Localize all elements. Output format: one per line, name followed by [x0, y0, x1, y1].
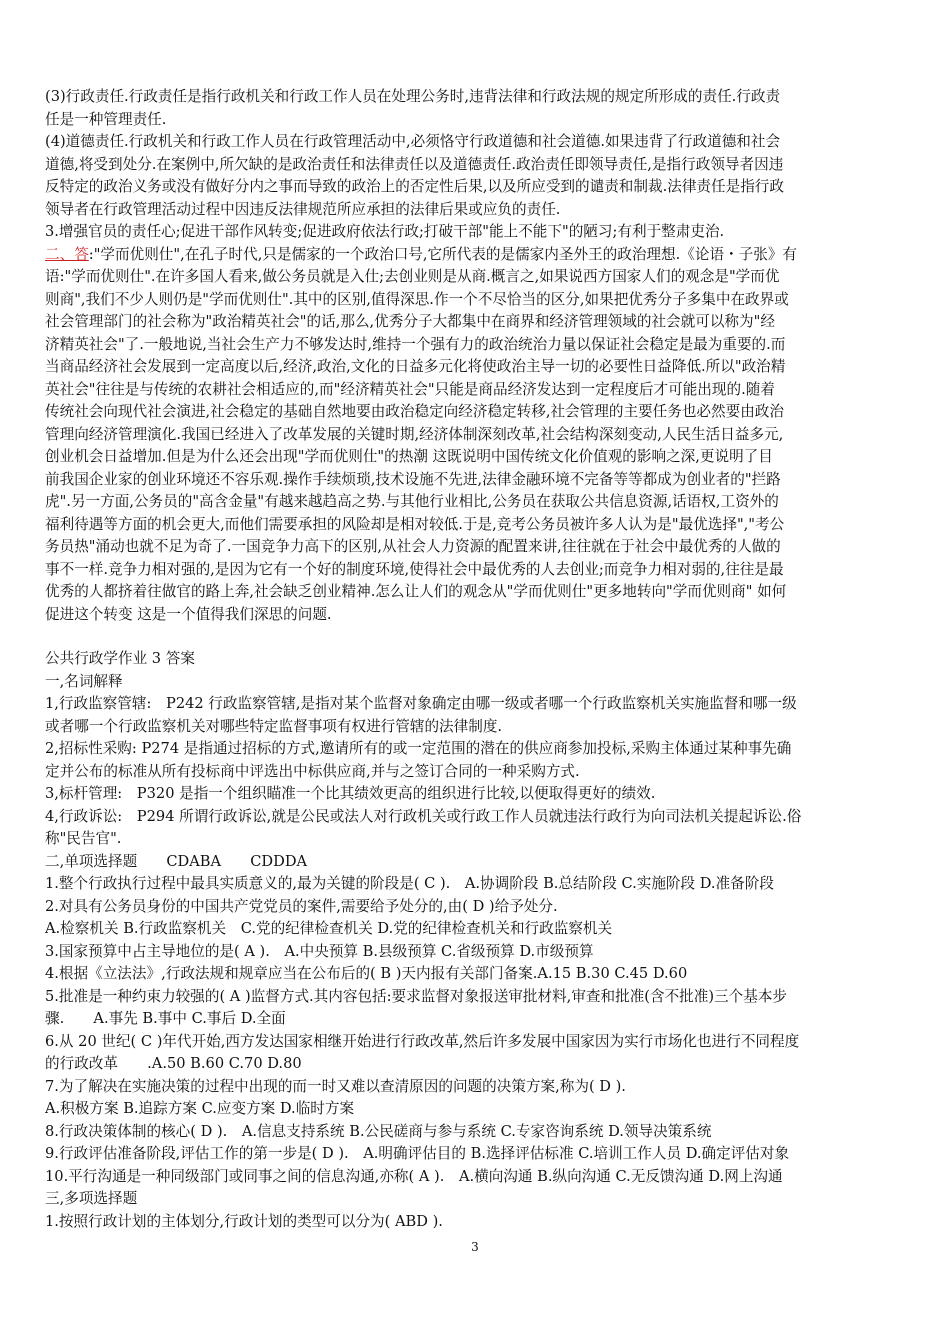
- text-line: 1,行政监察管辖: P242 行政监察管辖,是指对某个监督对象确定由哪一级或者哪一个行政监察机关实施监督和哪一级: [45, 695, 797, 712]
- answer-marker: 二、答: [45, 245, 89, 263]
- text-line: 领导者在行政管理活动过程中因违反法律规范所应承担的法律后果或应负的责任.: [45, 200, 561, 218]
- question: 8.行政决策体制的核心( D ). A.信息支持系统 B.公民磋商与参与系统 C.专家咨询系统 D.领导决策系统: [45, 1122, 712, 1140]
- text-line: 任是一种管理责任.: [45, 110, 167, 128]
- question: 10.平行沟通是一种同级部门或同事之间的信息沟通,亦称( A ). A.横向沟通 B.纵向沟通 C.无反馈沟通 D.网上沟通: [45, 1167, 783, 1185]
- question: 5.批准是一种约束力较强的( A )监督方式.其内容包括:要求监督对象报送审批材料,审查和批准(含不批准)三个基本步: [45, 987, 788, 1005]
- text-line: 则商",我们不少人则仍是"学而优则仕".其中的区别,值得深思.作一个不尽恰当的区分,如果把优秀分子多集中在政界或: [45, 290, 789, 308]
- text-line: 反特定的政治义务或没有做好分内之事而导致的政治上的否定性后果,以及所应受到的谴责和制裁.法律责任是指行政: [45, 178, 784, 195]
- text-line: 定并公布的标准从所有投标商中评选出中标供应商,并与之签订合同的一种采购方式.: [45, 762, 580, 780]
- text-line: 虎".另一方面,公务员的"高含金量"有越来越趋高之势.与其他行业相比,公务员在获取公共信息资源,话语权,工资外的: [45, 493, 779, 510]
- question: 6.从 20 世纪( C )年代开始,西方发达国家相继开始进行行政改革,然后许多发展中国家因为实行市场化也进行不同程度: [45, 1032, 800, 1050]
- text-line: 社会管理部门的社会称为"政治精英社会"的话,那么,优秀分子大都集中在商界和经济管理领域的社会就可以称为"经: [45, 313, 775, 330]
- text-line: 道德,将受到处分.在案例中,所欠缺的是政治责任和法律责任以及道德责任.政治责任即领导责任,是指行政领导者因违: [45, 155, 784, 173]
- text-line: 事不一样.竞争力相对强的,是因为它有一个好的制度环境,使得社会中最优秀的人去创业;而竞争力相对弱的,往往是最: [45, 560, 784, 578]
- text-line: 英社会"往往是与传统的农耕社会相适应的,而"经济精英社会"只能是商品经济发达到一定程度后才可能出现的.随着: [45, 380, 775, 398]
- text-line: [45, 244, 905, 267]
- text-line: 优秀的人都挤着往做官的路上奔,社会缺乏创业精神.怎么让人们的观念从"学而优则仕"更多地转向"学而优则商" 如何: [45, 583, 787, 600]
- answer-text: :"学而优则仕",在孔子时代,只是儒家的一个政治口号,它所代表的是儒家内圣外王的政治理想.《论语・子张》有: [88, 245, 798, 263]
- question: 3.国家预算中占主导地位的是( A ). A.中央预算 B.县级预算 C.省级预算 D.市级预算: [45, 942, 594, 960]
- page-number: 3: [471, 1240, 479, 1254]
- text-line: 称"民告官".: [45, 830, 122, 847]
- subheading: 一,名词解释: [45, 672, 123, 690]
- question: A.检察机关 B.行政监察机关 C.党的纪律检查机关 D.党的纪律检查机关和行政监察机关: [45, 920, 613, 937]
- document-page: [45, 86, 905, 1233]
- text-line: 福利待遇等方面的机会更大,而他们需要承担的风险却是相对较低.于是,竞考公务员被许多人认为是"最优选择","考公: [45, 515, 785, 533]
- question: 的行政改革 .A.50 B.60 C.70 D.80: [45, 1055, 302, 1072]
- text-line: 济精英社会"了.一般地说,当社会生产力不够发达时,维持一个强有力的政治统治力量以保证社会稳定是最为重要的.而: [45, 335, 786, 353]
- paragraph-gap: [45, 626, 905, 648]
- question: 9.行政评估准备阶段,评估工作的第一步是( D ). A.明确评估目的 B.选择评估标准 C.培训工作人员 D.确定评估对象: [45, 1145, 790, 1162]
- question: 1.按照行政计划的主体划分,行政计划的类型可以分为( ABD ).: [45, 1212, 443, 1230]
- text-line: (4)道德责任.行政机关和行政工作人员在行政管理活动中,必须恪守行政道德和社会道德.如果违背了行政道德和社会: [45, 133, 781, 150]
- text-line: 3,标杆管理: P320 是指一个组织瞄准一个比其绩效更高的组织进行比较,以便取得更好的绩效.: [45, 785, 656, 802]
- text-line: 创业机会日益增加.但是为什么还会出现"学而优则仕"的热潮 这既说明中国传统文化价值观的影响之深,更说明了目: [45, 448, 773, 465]
- section-answer-two: [45, 244, 905, 627]
- text-line: 或者哪一个行政监察机关对哪些特定监督事项有权进行管辖的法律制度.: [45, 717, 503, 735]
- section-assignment-3: [45, 648, 905, 1233]
- text-line: 当商品经济社会发展到一定高度以后,经济,政治,文化的日益多元化将使政治主导一切的必要性日益降低.所以"政治精: [45, 358, 786, 375]
- text-line: 语:"学而优则仕".在许多国人看来,做公务员就是入仕;去创业则是从商.概言之,如果说西方国家人们的观念是"学而优: [45, 268, 780, 285]
- text-line: 4,行政诉讼: P294 所谓行政诉讼,就是公民或法人对行政机关或行政工作人员就违法行政行为向司法机关提起诉讼.俗: [45, 807, 802, 825]
- section-responsibility: [45, 86, 905, 244]
- text-line: 务员热"涌动也就不足为奇了.一国竞争力高下的区别,从社会人力资源的配置来讲,往往就在于社会中最优秀的人做的: [45, 538, 781, 555]
- question: 4.根据《立法法》,行政法规和规章应当在公布后的( B )天内报有关部门备案.A.15 B.30 C.45 D.60: [45, 965, 688, 982]
- subheading: 三,多项选择题: [45, 1190, 138, 1207]
- text-line: 管理向经济管理演化.我国已经进入了改革发展的关键时期,经济体制深刻改革,社会结构深刻变动,人民生活日益多元,: [45, 425, 784, 443]
- text-line: 前我国企业家的创业环境还不容乐观.操作手续烦琐,技术设施不先进,法律金融环境不完备等等都成为创业者的"拦路: [45, 470, 781, 488]
- question: 7.为了解决在实施决策的过程中出现的而一时又难以查清原因的问题的决策方案,称为( D ).: [45, 1077, 626, 1095]
- subheading: 二,单项选择题 CDABA CDDDA: [45, 852, 308, 870]
- text-line: 促进这个转变 这是一个值得我们深思的问题.: [45, 605, 332, 623]
- question: 1.整个行政执行过程中最具实质意义的,最为关键的阶段是( C ). A.协调阶段 B.总结阶段 C.实施阶段 D.准备阶段: [45, 875, 774, 892]
- text-line: 3.增强官员的责任心;促进干部作风转变;促进政府依法行政;打破干部"能上不能下"的陋习;有利于整肃吏治.: [45, 223, 725, 240]
- question: 2.对具有公务员身份的中国共产党党员的案件,需要给予处分的,由( D )给予处分.: [45, 897, 558, 915]
- text-line: 2,招标性采购: P274 是指通过招标的方式,邀请所有的或一定范围的潜在的供应商参加投标,采购主体通过某种事先确: [45, 740, 792, 757]
- text-line: (3)行政责任.行政责任是指行政机关和行政工作人员在处理公务时,违背法律和行政法规的规定所形成的责任.行政责: [45, 88, 781, 105]
- question: 骤. A.事先 B.事中 C.事后 D.全面: [45, 1010, 286, 1027]
- text-line: 传统社会向现代社会演进,社会稳定的基础自然地要由政治稳定向经济稳定转移,社会管理的主要任务也必然要由政治: [45, 403, 784, 420]
- question: A.积极方案 B.追踪方案 C.应变方案 D.临时方案: [45, 1100, 355, 1117]
- heading: 公共行政学作业 3 答案: [45, 650, 195, 667]
